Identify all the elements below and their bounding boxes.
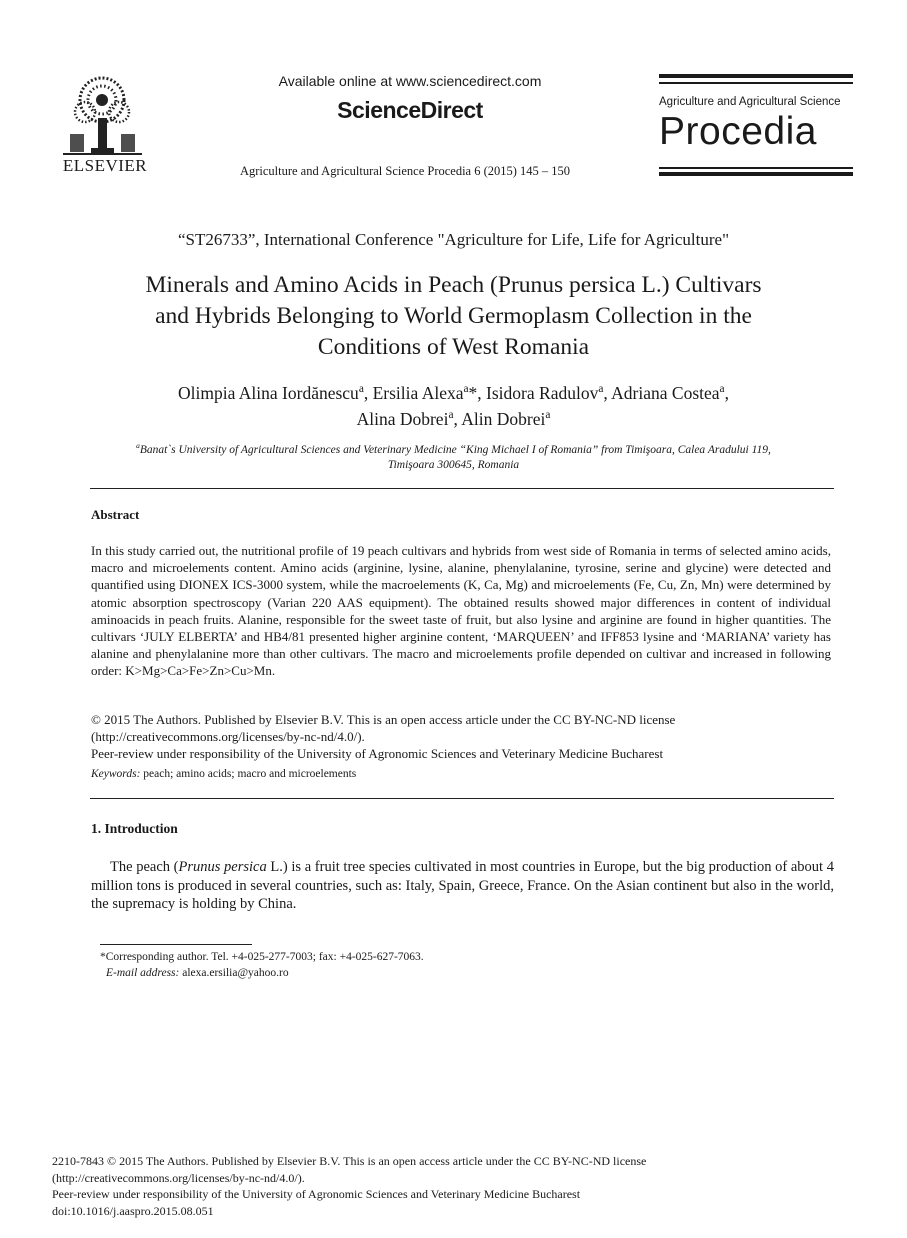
intro-paragraph: The peach (Prunus persica L.) is a fruit tree species cultivated in most countries in Europe, but the big production of about 4 million tons is produced in several countries, such as: Italy, Spain, Greece, France. On the Asian continent but also in the world, the supremacy is holding by China.	[91, 859, 834, 912]
author-name: Alin Dobrei	[461, 409, 546, 429]
title-line: Conditions of West Romania	[317, 334, 590, 360]
elsevier-wordmark: ELSEVIER	[62, 156, 148, 175]
abstract-heading: Abstract	[91, 507, 140, 522]
author-name: Olimpia Alina Iordănescu	[178, 383, 359, 403]
author-name: Ersilia Alexa	[372, 383, 464, 403]
affiliation: $^a$Banat`s University of Agricultural Sciences and Veterinary Medicine “King Michael I of Romania” from Timişoara, Calea Aradului 119, Timişoara 300645, Romania	[136, 441, 771, 471]
keywords-list: peach; amino acids; macro and microelements	[140, 768, 357, 780]
keywords-label: Keywords:	[91, 768, 141, 780]
author-affiliation-mark: a	[358, 383, 364, 396]
author-name: Adriana Costea	[611, 383, 720, 403]
license-text: © 2015 The Authors. Published by Elsevier B.V. This is an open access article under the CC BY-NC-ND license	[91, 712, 676, 727]
footnote	[100, 949, 700, 981]
keywords	[91, 768, 831, 780]
peer-review-text: Peer-review under responsibility of the University of Agronomic Sciences and Veterinary Medicine Bucharest	[91, 746, 664, 761]
license-block	[91, 711, 831, 762]
author-name: Isidora Radulov	[486, 383, 599, 403]
author-affiliation-mark: a	[463, 383, 469, 396]
title-line: and Hybrids Belonging to World Germoplasm Collection in the	[155, 303, 752, 329]
email-label: E-mail address:	[106, 967, 180, 979]
masthead-rule	[659, 167, 853, 169]
author-name: Alina Dobrei	[356, 409, 449, 429]
peer-review-text: Peer-review under responsibility of the University of Agronomic Sciences and Veterinary Medicine Bucharest	[52, 1187, 581, 1201]
corresponding-author: *Corresponding author. Tel. +4-025-277-7003; fax: +4-025-627-7063.	[100, 951, 424, 963]
section-divider	[90, 798, 834, 799]
paper-title	[90, 270, 817, 363]
author-list: Olimpia Alina Iordănescu$^a$, Ersilia Alexa$^a$*, Isidora Radulov$^a$, Adriana Costea$^a$, Alina Dobrei$^a$, Alin Dobrei$^a$	[178, 383, 729, 429]
issn-license: 2210-7843 © 2015 The Authors. Published by Elsevier B.V. This is an open access article under the CC BY-NC-ND license	[52, 1154, 647, 1168]
author-affiliation-mark: a	[598, 383, 604, 396]
conference-line: “ST26733”, International Conference "Agriculture for Life, Life for Agriculture"	[177, 230, 730, 249]
corresponding-mark: *	[468, 383, 478, 403]
footnote-rule	[100, 944, 252, 945]
sciencedirect-logo: ScienceDirect	[337, 97, 483, 123]
section-heading: 1. Introduction	[91, 821, 178, 836]
procedia-wordmark: Procedia	[659, 110, 817, 153]
journal-citation: Agriculture and Agricultural Science Procedia 6 (2015) 145 – 150	[239, 164, 571, 178]
license-link[interactable]: (http://creativecommons.org/licenses/by-nc-nd/4.0/).	[91, 729, 365, 744]
abstract-text: In this study carried out, the nutritional profile of 19 peach cultivars and hybrids from west side of Romania in terms of selected amino acids, macro and microelements content. Amino acids (arginine, lysine, alanine, phenylalanine, tyrosine, serine and glycine) were detected and quantified using DIONEX ICS-3000 system, while the macroelements (K, Ca, Mg) and microelements (Fe, Cu, Zn, Mn) were determined by atomic absorption spectroscopy (Varian 220 AAS equipment). The obtained results showed major differences in content of individual aminoacids in peach fruits. Alanine, responsible for the sweet taste of fruit, but also lysine and arginine are found in higher quantities. The cultivars ‘JULY ELBERTA’ and HB4/81 presented higher arginine content, ‘MARQUEEN’ and IFF853 lysine and ‘MARIANA’ variety has alanine and phenylalanine more than other cultivars. The macro and microelements profile depended on cultivar and increased in following order: K>Mg>Ca>Fe>Zn>Cu>Mn.	[91, 543, 831, 679]
author-affiliation-mark: a	[448, 409, 454, 422]
section-divider	[90, 488, 834, 489]
journal-name: Agriculture and Agricultural Science	[659, 96, 841, 108]
masthead-rule	[659, 74, 853, 78]
affiliation-mark: a	[136, 441, 140, 451]
license-link[interactable]: (http://creativecommons.org/licenses/by-nc-nd/4.0/).	[52, 1170, 305, 1185]
title-line: Minerals and Amino Acids in Peach (Prunus persica L.) Cultivars	[145, 272, 762, 298]
author-affiliation-mark: a	[719, 383, 725, 396]
doi[interactable]: doi:10.1016/j.aaspro.2015.08.051	[52, 1203, 214, 1218]
species-name: Prunus persica	[178, 859, 267, 875]
bottom-metadata	[52, 1153, 852, 1219]
masthead-rule	[659, 82, 853, 84]
author-affiliation-mark: a	[545, 409, 551, 422]
available-online-text: Available online at www.sciencedirect.com	[278, 73, 542, 89]
masthead-rule	[659, 172, 853, 176]
email-address[interactable]: alexa.ersilia@yahoo.ro	[179, 967, 289, 979]
procedia-masthead	[659, 74, 853, 176]
